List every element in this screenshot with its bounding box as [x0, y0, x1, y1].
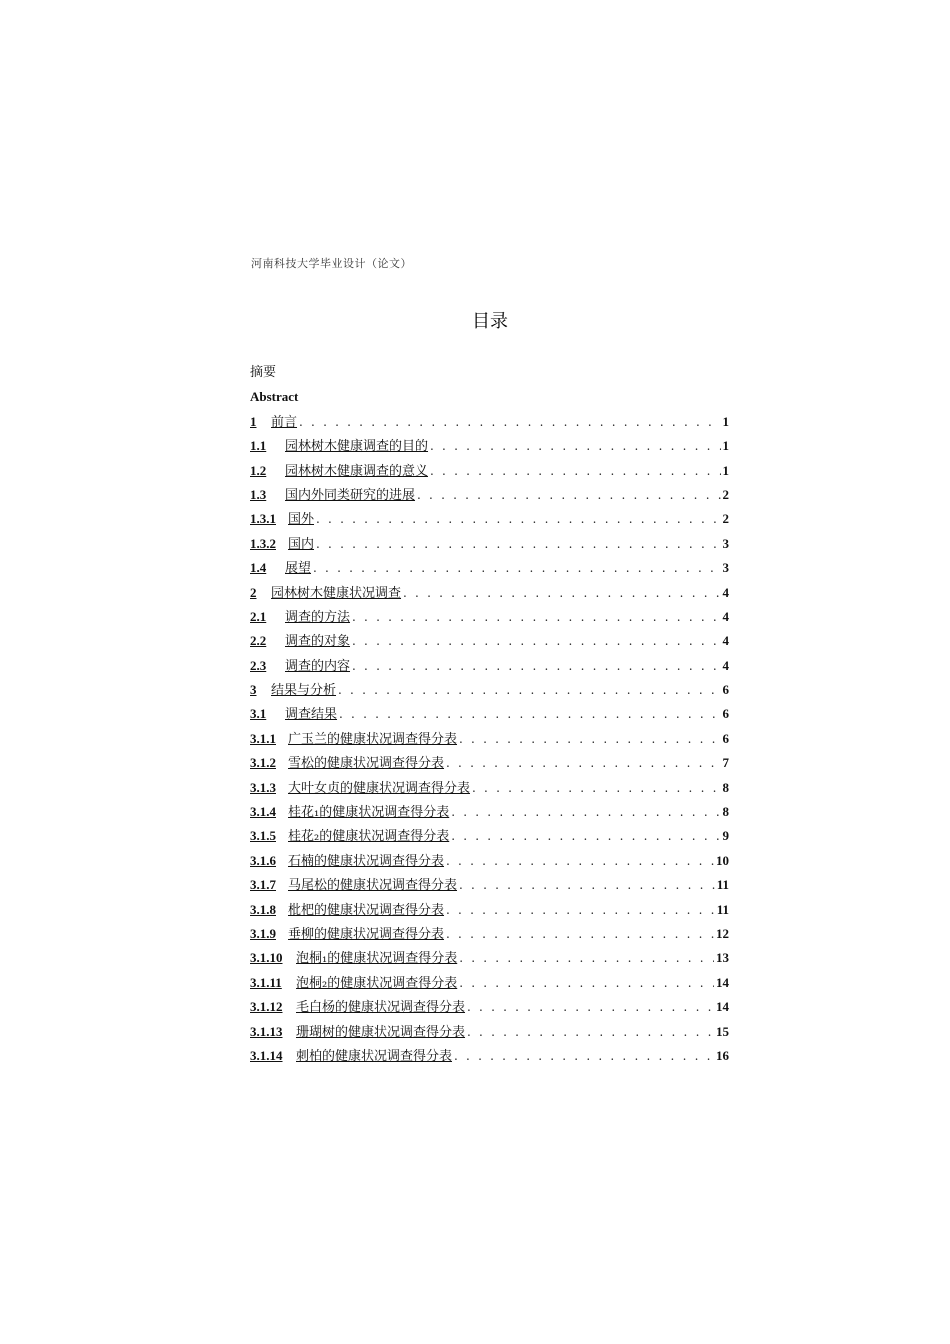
toc-entry-number: 1.3.1 — [250, 511, 276, 527]
toc-entry[interactable] — [250, 681, 729, 705]
toc-entry-number: 3.1.1 — [250, 730, 276, 746]
toc-entry-label: 调查的方法 — [285, 609, 351, 625]
toc-entry-page: 1 — [722, 413, 729, 429]
toc-entry-number: 3.1.14 — [250, 1047, 283, 1063]
dot-leader — [430, 438, 720, 455]
dot-leader — [454, 1048, 714, 1065]
toc-entry-label: 大叶女贞的健康状况调查得分表 — [288, 780, 471, 796]
toc-entry-number: 2.3 — [250, 657, 267, 673]
toc-entry[interactable] — [250, 1023, 729, 1047]
toc-entry-page: 4 — [722, 584, 729, 600]
toc-entry[interactable] — [250, 925, 729, 949]
toc-entry-label: 珊瑚树的健康状况调查得分表 — [296, 1024, 466, 1040]
toc-entry[interactable] — [250, 876, 729, 900]
toc-entry-label: 枇杷的健康状况调查得分表 — [288, 902, 445, 918]
toc-entry-label: 桂花₂的健康状况调查得分表 — [288, 829, 450, 845]
toc-entry[interactable] — [250, 559, 729, 583]
toc-entry-label: 国外 — [288, 512, 315, 528]
toc-entry[interactable] — [250, 827, 729, 851]
running-header: 河南科技大学毕业设计（论文） — [251, 257, 412, 270]
toc-entry[interactable] — [250, 852, 729, 876]
dot-leader — [316, 511, 720, 528]
dot-leader — [446, 755, 720, 772]
toc-entry[interactable] — [250, 901, 729, 925]
toc-entry-number: 1.4 — [250, 560, 267, 576]
toc-entry-number: 3.1.8 — [250, 901, 276, 917]
toc-entry-label: 调查的内容 — [285, 658, 351, 674]
dot-leader — [352, 609, 720, 626]
toc-entry[interactable] — [250, 510, 729, 534]
toc-entry-page: 14 — [716, 999, 729, 1015]
toc-entry-label: 泡桐₁的健康状况调查得分表 — [296, 951, 458, 967]
toc-entry-page: 16 — [716, 1047, 729, 1063]
toc-entry-label: 结果与分析 — [271, 683, 337, 699]
toc-entry-page: 8 — [722, 804, 729, 820]
toc-entry-page: 4 — [722, 608, 729, 624]
toc-entry-page: 6 — [722, 706, 729, 722]
toc-entry-label: 雪松的健康状况调查得分表 — [288, 756, 445, 772]
toc-entry[interactable] — [250, 608, 729, 632]
toc-entry-page: 4 — [722, 657, 729, 673]
toc-entry-number: 3.1.2 — [250, 755, 276, 771]
toc-entry[interactable] — [250, 705, 729, 729]
toc-entry-number: 3.1.6 — [250, 852, 276, 868]
toc-entry-page: 1 — [722, 462, 729, 478]
toc-entry-label: 广玉兰的健康状况调查得分表 — [288, 731, 458, 747]
dot-leader — [459, 877, 715, 894]
dot-leader — [446, 853, 714, 870]
toc-entry-label: 刺柏的健康状况调查得分表 — [296, 1048, 453, 1064]
toc-entry-number: 3.1.5 — [250, 828, 276, 844]
toc-entry-page: 6 — [722, 730, 729, 746]
toc-entry-page: 7 — [722, 755, 729, 771]
toc-entry[interactable] — [250, 462, 729, 486]
toc-entry-page: 8 — [722, 779, 729, 795]
toc-entry-label: 园林树木健康状况调查 — [271, 585, 402, 601]
toc-entry-page: 3 — [722, 535, 729, 551]
toc-entry-label: 垂柳的健康状况调查得分表 — [288, 926, 445, 942]
toc-entry-number: 1.3 — [250, 486, 267, 502]
toc-entry-page: 1 — [722, 438, 729, 454]
toc-entry-page: 12 — [716, 925, 729, 941]
toc-entry-label: 国内 — [288, 536, 315, 552]
toc-entry-number: 3 — [250, 682, 257, 698]
toc-entry-page: 14 — [716, 974, 729, 990]
dot-leader — [446, 926, 714, 943]
toc-entry-page: 13 — [716, 950, 729, 966]
toc-entry-label: 桂花₁的健康状况调查得分表 — [288, 805, 450, 821]
toc-entry[interactable] — [250, 632, 729, 656]
toc-abstract-en: Abstract — [250, 389, 299, 405]
toc-entry-page: 6 — [722, 682, 729, 698]
toc-entry-number: 1.1 — [250, 438, 267, 454]
toc-entry-label: 园林树木健康调查的目的 — [285, 439, 429, 455]
toc-entry-number: 3.1.4 — [250, 804, 276, 820]
table-of-contents — [250, 364, 729, 1071]
toc-entry-page: 2 — [722, 486, 729, 502]
toc-entry-label: 调查结果 — [285, 707, 338, 723]
toc-entry-number: 3.1.10 — [250, 950, 283, 966]
dot-leader — [459, 731, 720, 748]
toc-entry-label: 国内外同类研究的进展 — [285, 487, 416, 503]
toc-entry[interactable] — [250, 779, 729, 803]
toc-entry-label: 调查的对象 — [285, 634, 351, 650]
dot-leader — [451, 828, 720, 845]
dot-leader — [338, 682, 720, 699]
dot-leader — [352, 658, 720, 675]
toc-entry-label: 展望 — [285, 561, 312, 577]
dot-leader — [459, 975, 714, 992]
dot-leader — [417, 487, 720, 504]
toc-entry-number: 3.1.3 — [250, 779, 276, 795]
toc-entry-page: 15 — [716, 1023, 729, 1039]
toc-title: 目录 — [472, 311, 508, 332]
toc-entry[interactable] — [250, 437, 729, 461]
toc-entry-number: 2.1 — [250, 608, 267, 624]
dot-leader — [446, 902, 715, 919]
toc-entry-page: 2 — [722, 511, 729, 527]
dot-leader — [467, 1024, 714, 1041]
toc-entry-number: 3.1.11 — [250, 974, 282, 990]
toc-entry[interactable] — [250, 974, 729, 998]
toc-entry[interactable] — [250, 730, 729, 754]
toc-entry-page: 11 — [716, 877, 729, 893]
dot-leader — [451, 804, 720, 821]
toc-entry-page: 11 — [716, 901, 729, 917]
dot-leader — [316, 536, 720, 553]
toc-entry[interactable] — [250, 486, 729, 510]
toc-entry-number: 1.3.2 — [250, 535, 276, 551]
toc-entry[interactable] — [250, 949, 729, 973]
toc-entry[interactable] — [250, 657, 729, 681]
toc-entry[interactable] — [250, 535, 729, 559]
dot-leader — [459, 950, 714, 967]
toc-entry[interactable] — [250, 413, 729, 437]
toc-entry-label: 马尾松的健康状况调查得分表 — [288, 878, 458, 894]
toc-entry-number: 1.2 — [250, 462, 267, 478]
toc-entry-number: 3.1 — [250, 706, 267, 722]
toc-abstract-cn: 摘要 — [250, 365, 277, 380]
toc-entry[interactable] — [250, 1047, 729, 1071]
toc-entry-page: 3 — [722, 560, 729, 576]
dot-leader — [339, 706, 720, 723]
toc-entry-number: 3.1.13 — [250, 1023, 283, 1039]
toc-entry[interactable] — [250, 998, 729, 1022]
toc-entry-page: 9 — [722, 828, 729, 844]
dot-leader — [299, 414, 720, 431]
toc-entry-page: 10 — [716, 852, 729, 868]
dot-leader — [352, 633, 720, 650]
toc-entry-label: 泡桐₂的健康状况调查得分表 — [296, 975, 458, 991]
dot-leader — [467, 999, 714, 1016]
dot-leader — [313, 560, 720, 577]
toc-entry-number: 1 — [250, 413, 257, 429]
toc-entry-label: 毛白杨的健康状况调查得分表 — [296, 1000, 466, 1016]
toc-entry[interactable] — [250, 754, 729, 778]
toc-entry-number: 2.2 — [250, 633, 267, 649]
toc-entry-label: 园林树木健康调查的意义 — [285, 463, 429, 479]
dot-leader — [403, 585, 720, 602]
toc-entry-number: 2 — [250, 584, 257, 600]
toc-entry-number: 3.1.9 — [250, 925, 276, 941]
toc-entry[interactable] — [250, 584, 729, 608]
toc-entry-number: 3.1.12 — [250, 999, 283, 1015]
toc-entry-page: 4 — [722, 633, 729, 649]
toc-entry-label: 前言 — [271, 414, 298, 430]
toc-entry-number: 3.1.7 — [250, 877, 276, 893]
toc-entry-label: 石楠的健康状况调查得分表 — [288, 853, 445, 869]
dot-leader — [472, 780, 720, 797]
dot-leader — [430, 463, 720, 480]
toc-entry[interactable] — [250, 803, 729, 827]
